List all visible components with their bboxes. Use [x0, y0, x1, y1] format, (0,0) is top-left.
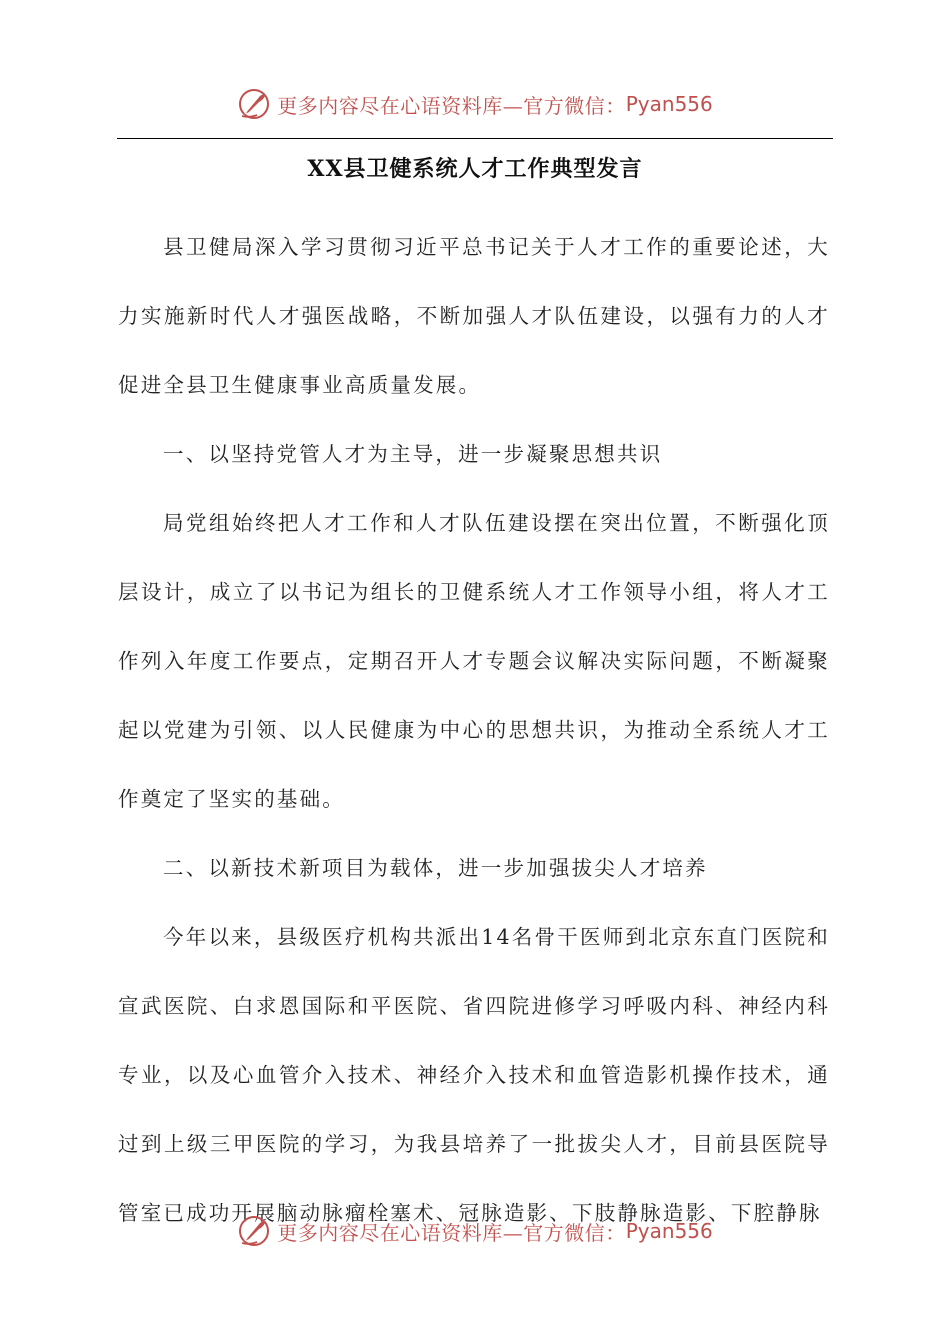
page-title: XX县卫健系统人才工作典型发言 — [307, 156, 643, 182]
quill-pen-logo-icon — [237, 1214, 271, 1248]
paragraph-intro: 县卫健局深入学习贯彻习近平总书记关于人才工作的重要论述，大力实施新时代人才强医战略，不断加强人才队伍建设，以强有力的人才促进全县卫生健康事业高质量发展。 — [118, 235, 830, 397]
footer-banner — [0, 1211, 950, 1251]
wechat-id: Pyan556 — [625, 1219, 713, 1243]
wechat-id: Pyan556 — [625, 92, 713, 116]
section-heading-2: 二、以新技术新项目为载体，进一步加强拔尖人才培养 — [163, 856, 708, 880]
quill-pen-logo-icon — [237, 87, 271, 121]
paragraph-section-2: 今年以来，县级医疗机构共派出14名骨干医师到北京东直门医院和宣武医院、白求恩国际和平医院、省四院进修学习呼吸内科、神经内科专业，以及心血管介入技术、神经介入技术和血管造影机操作技术，通过到上级三甲医院的学习，为我县培养了一批拔尖人才，目前县医院导管室已成功开展脑动脉瘤栓塞术、冠脉造影、下肢静脉造影、下腔静脉 — [118, 925, 830, 1225]
banner-text: 更多内容尽在心语资料库—官方微信： — [277, 93, 626, 118]
banner-text: 更多内容尽在心语资料库—官方微信： — [277, 1220, 626, 1245]
document-body — [118, 213, 830, 1248]
header-rule — [117, 138, 833, 139]
header-banner — [0, 84, 950, 124]
section-heading-1: 一、以坚持党管人才为主导，进一步凝聚思想共识 — [163, 442, 663, 466]
paragraph-section-1: 局党组始终把人才工作和人才队伍建设摆在突出位置，不断强化顶层设计，成立了以书记为组长的卫健系统人才工作领导小组，将人才工作列入年度工作要点，定期召开人才专题会议解决实际问题，不断凝聚起以党建为引领、以人民健康为中心的思想共识，为推动全系统人才工作奠定了坚实的基础。 — [118, 511, 830, 811]
